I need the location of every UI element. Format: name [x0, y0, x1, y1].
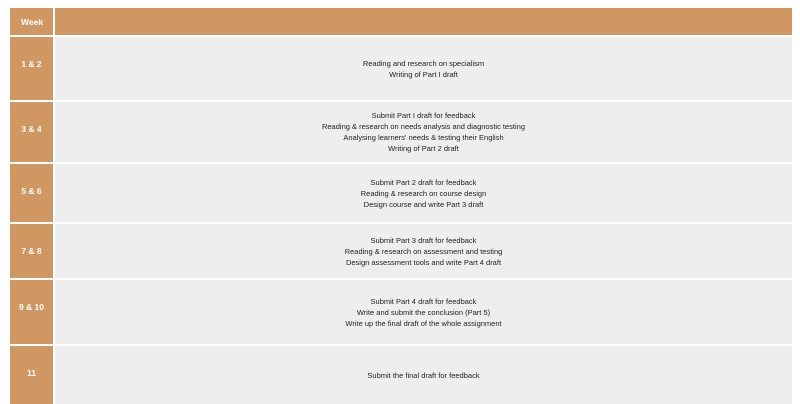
task-line: Reading & research on assessment and testing	[344, 246, 503, 256]
tasks-cell	[55, 224, 792, 278]
tasks-cell	[55, 164, 792, 222]
task-line: Design assessment tools and write Part 4 draft	[345, 257, 502, 267]
week-cell: 11	[10, 346, 53, 404]
task-line: Analysing learners' needs & testing their English	[343, 133, 504, 142]
tasks-cell	[55, 280, 792, 344]
tasks-cell	[55, 37, 792, 100]
task-line: Reading and research on specialism	[362, 58, 485, 68]
task-line: Reading & research on course design	[360, 188, 487, 198]
task-line: Submit Part 4 draft for feedback	[370, 296, 477, 306]
week-column-header: Week	[10, 8, 53, 35]
week-cell: 7 & 8	[10, 224, 53, 278]
task-line: Writing of Part 2 draft	[388, 144, 459, 153]
task-line: Submit Part I draft for feedback	[371, 111, 476, 120]
tasks-column-header	[55, 8, 792, 35]
week-cell: 3 & 4	[10, 102, 53, 162]
task-line: Submit Part 2 draft for feedback	[370, 177, 477, 187]
task-line: Writing of Part I draft	[389, 69, 458, 79]
schedule-table	[10, 8, 790, 404]
task-line: Write up the final draft of the whole assignment	[345, 318, 502, 328]
task-line: Submit Part 3 draft for feedback	[370, 235, 477, 245]
task-line: Reading & research on needs analysis and diagnostic testing	[321, 122, 526, 131]
week-cell: 9 & 10	[10, 280, 53, 344]
task-line: Submit the final draft for feedback	[367, 370, 480, 380]
tasks-cell	[55, 346, 792, 404]
week-cell: 1 & 2	[10, 37, 53, 100]
task-line: Design course and write Part 3 draft	[363, 199, 484, 209]
week-cell: 5 & 6	[10, 164, 53, 222]
tasks-cell	[55, 102, 792, 162]
task-line: Write and submit the conclusion (Part 5)	[356, 307, 491, 317]
